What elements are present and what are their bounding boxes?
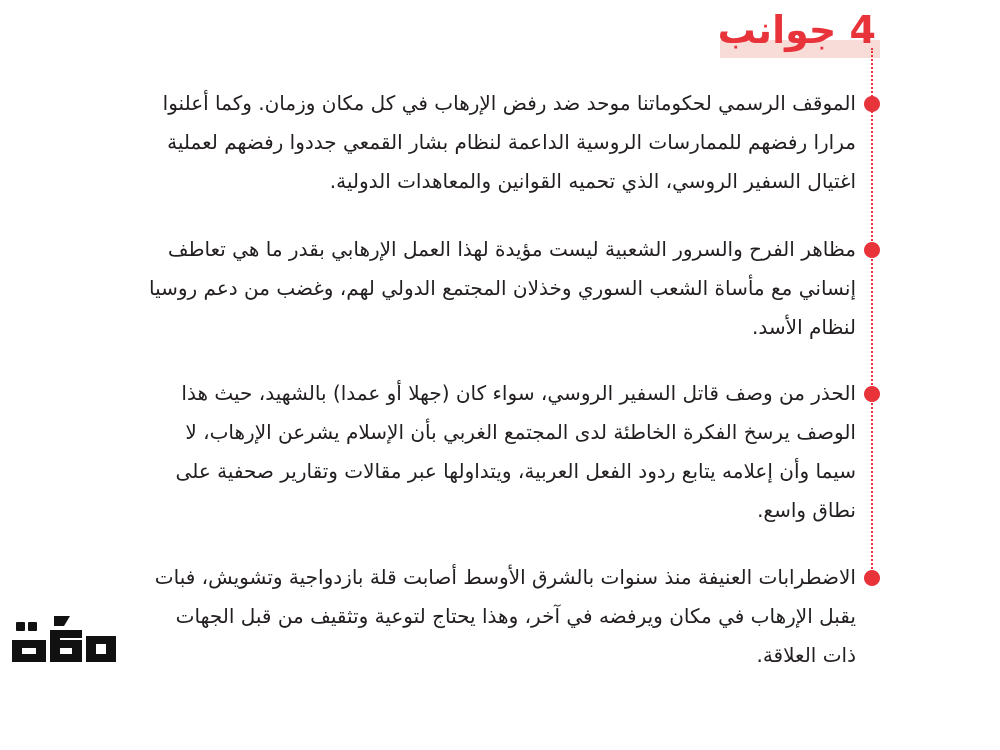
makkah-logo bbox=[10, 612, 118, 672]
page-title: 4 جوانب bbox=[717, 8, 876, 52]
list-item: الحذر من وصف قاتل السفير الروسي، سواء كان (جهلا أو عمدا) بالشهيد، حيث هذا الوصف يرسخ الفكرة الخاطئة لدى المجتمع الغربي بأن الإسلام يشرعن الإرهاب، لا سيما وأن إعلامه يتابع ردود الفعل العربية، ويتداولها عبر مقالات وتقارير صحفية على نطاق واسع. bbox=[175, 381, 856, 522]
bullet-dot bbox=[864, 570, 880, 586]
bullet-dot bbox=[864, 386, 880, 402]
bullet-dot bbox=[864, 242, 880, 258]
bullet-dot bbox=[864, 96, 880, 112]
list-item: الموقف الرسمي لحكوماتنا موحد ضد رفض الإرهاب في كل مكان وزمان. وكما أعلنوا مرارا رفضهم للممارسات الروسية الداعمة لنظام بشار القمعي جددوا رفضهم لعملية اغتيال السفير الروسي، الذي تحميه القوانين والمعاهدات الدولية. bbox=[162, 91, 856, 193]
timeline-dotted-line bbox=[871, 48, 873, 580]
list-item: مظاهر الفرح والسرور الشعبية ليست مؤيدة لهذا العمل الإرهابي بقدر ما هي تعاطف إنساني مع مأساة الشعب السوري وخذلان المجتمع الدولي لهم، وغضب من دعم روسيا لنظام الأسد. bbox=[148, 237, 856, 339]
list-item: الاضطرابات العنيفة منذ سنوات بالشرق الأوسط أصابت قلة بازدواجية وتشويش، فبات يقبل الإرهاب في مكان ويرفضه في آخر، وهذا يحتاج لتوعية وتثقيف من قبل الجهات ذات العلاقة. bbox=[154, 565, 856, 667]
